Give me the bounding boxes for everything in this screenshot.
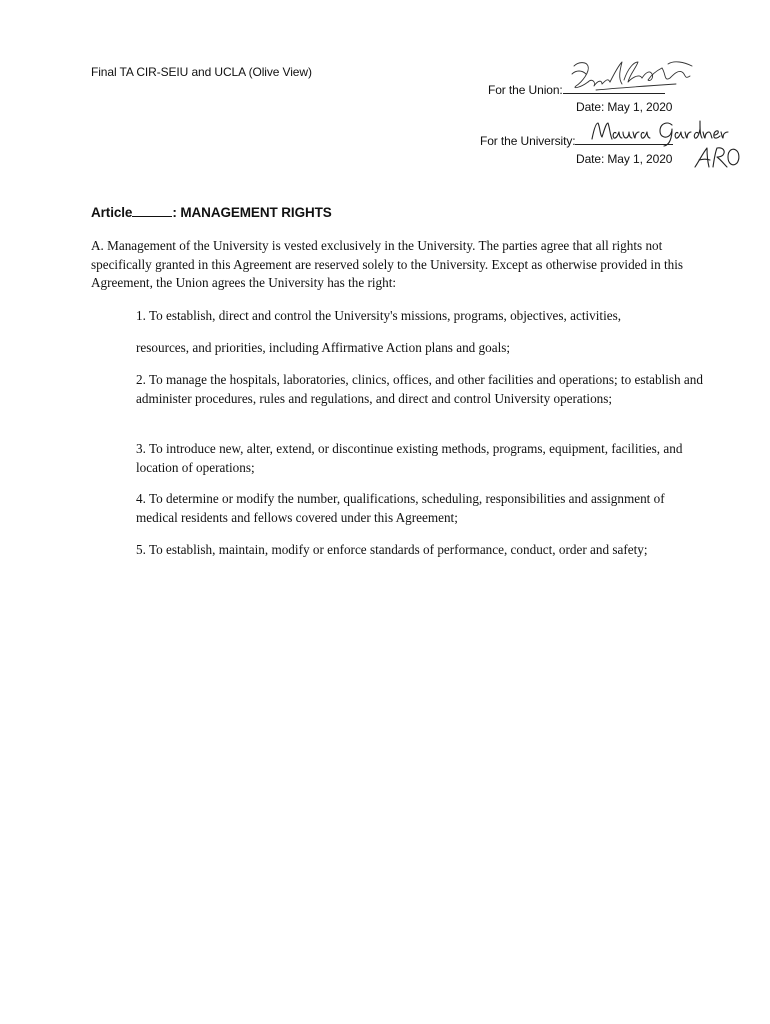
list-item: 3. To introduce new, alter, extend, or discontinue existing methods, programs, equipment, facilities, and location of operations; [136, 441, 683, 475]
list-item: 4. To determine or modify the number, qualifications, scheduling, responsibilities and assignment of medical residents and fellows covered under this Agreement; [136, 491, 665, 525]
list-item: 2. To manage the hospitals, laboratories, clinics, offices, and other facilities and operations; to establish and administer procedures, rules and regulations, and direct and control University operations; [136, 372, 703, 406]
article-heading [91, 204, 332, 220]
university-date: Date: May 1, 2020 [576, 152, 673, 166]
university-initials-mark [693, 145, 741, 171]
list-item: 1. To establish, direct and control the University's missions, programs, objectives, activities, [136, 308, 622, 323]
university-label: For the University: [480, 134, 576, 148]
document-header: Final TA CIR-SEIU and UCLA (Olive View) [91, 65, 312, 79]
union-handwritten-signature [566, 56, 698, 102]
university-handwritten-signature [590, 117, 740, 147]
list-item: 5. To establish, maintain, modify or enforce standards of performance, conduct, order and safety; [136, 542, 648, 557]
article-title: : MANAGEMENT RIGHTS [172, 205, 332, 220]
list-item: resources, and priorities, including Affirmative Action plans and goals; [136, 340, 511, 355]
union-date: Date: May 1, 2020 [576, 100, 673, 114]
article-label: Article [91, 205, 133, 220]
union-label: For the Union: [488, 83, 563, 97]
article-number-blank [132, 204, 172, 217]
paragraph-a: A. Management of the University is vested exclusively in the University. The parties agree that all rights not specifically granted in this Agreement are reserved solely to the University. Except as otherwise provided in this Agreement, the Union agrees the University has the right: [91, 238, 684, 290]
